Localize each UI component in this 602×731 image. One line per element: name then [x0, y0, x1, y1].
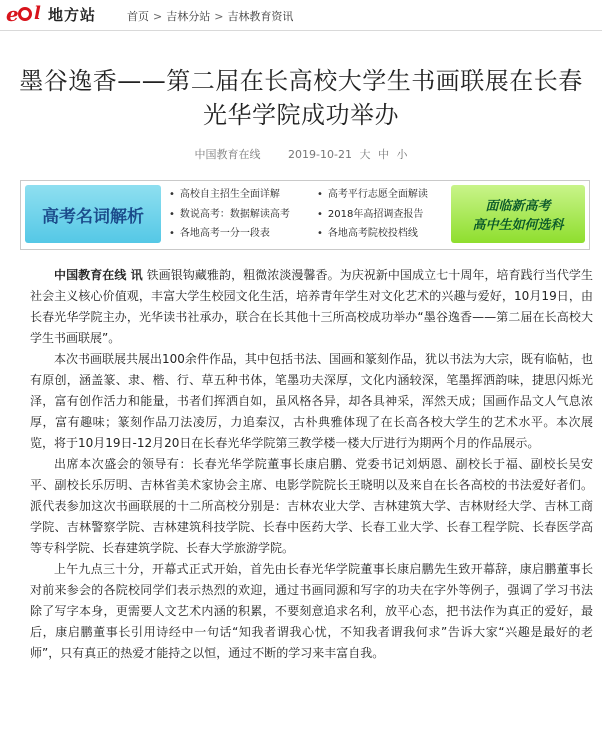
banner-links-col2: [317, 185, 428, 244]
banner-left-label: 高考名词解析: [42, 207, 144, 227]
banner-left-button[interactable]: [25, 185, 161, 243]
banner-links-col1: [169, 185, 290, 244]
paragraph: [30, 265, 593, 349]
site-logo[interactable]: [6, 3, 96, 25]
breadcrumb-separator: >: [153, 10, 163, 23]
banner-link[interactable]: • 数说高考：数据解读高考: [169, 205, 290, 225]
banner-link[interactable]: • 高校自主招生全面详解: [169, 185, 290, 205]
banner-link[interactable]: • 各地高考院校投档线: [317, 224, 428, 244]
banner-link[interactable]: • 各地高考一分一段表: [169, 224, 290, 244]
breadcrumb-jilin-site[interactable]: 吉林分站: [166, 10, 211, 23]
breadcrumb-jilin-news[interactable]: 吉林教育资讯: [227, 10, 294, 23]
banner-right-line2: 高中生如何选科: [472, 218, 564, 233]
eol-logo-icon: e l: [6, 2, 41, 26]
top-bar: [0, 0, 602, 31]
breadcrumb-separator: >: [214, 10, 224, 23]
paragraph: 上午九点三十分，开幕式正式开始，首先由长春光华学院董事长康启鹏先生致开幕辞，康启鹏董事长对前来参会的各院校同学们表示热烈的欢迎，通过书画同源和写字的功夫在字外等例子，强调了学习书法除了写字本身，更需要人文艺术内涵的积累，不要刻意追求名利，放平心态，把书法作为真正的爱好，最后，康启鹏董事长引用诗经中一句话“知我者谓我心忧，不知我者谓我何求”告诉大家“兴趣是最好的老师”，只有真正的热爱才能持之以恒，通过不断的学习来丰富自我。: [30, 562, 593, 660]
paragraph: 出席本次盛会的领导有：长春光华学院董事长康启鹏、党委书记刘炳恩、副校长于福、副校长吴安平、副校长乐厉明、吉林省美术家协会主席、电影学院院长王晓明以及来自在长各高校的书法爱好者们。派代表参加这次书画联展的十二所高校分别是：吉林农业大学、吉林建筑大学、吉林财经大学、吉林工商学院、吉林警察学院、吉林建筑科技学院、长春中医药大学、长春工业大学、长春工程学院、长春医学高等专科学院、长春建筑学院、长春大学旅游学院。: [30, 457, 593, 555]
breadcrumb-home[interactable]: 首页: [127, 10, 149, 23]
logo-text: 地方站: [48, 5, 97, 24]
font-size-small[interactable]: 小: [396, 148, 408, 161]
article-meta: [0, 146, 602, 162]
article-source: 中国教育在线: [194, 148, 261, 161]
paragraph-text: 铁画银钩藏雅韵，粗微浓淡漫馨香。为庆祝新中国成立七十周年，培育践行当代学生社会主义核心价值观，丰富大学生校园文化生活，培养青年学生对文化艺术的兴趣与爱好，10月19日，由长春光华学院主办，光华读书社承办，联合在长其他十三所高校成功举办“墨谷逸香——第二届在长高校大学生书画联展”。: [30, 268, 593, 345]
breadcrumb: [127, 8, 293, 24]
article-title: 墨谷逸香——第二届在长高校大学生书画联展在长春光华学院成功举办: [19, 67, 583, 129]
font-size-large[interactable]: 大: [359, 148, 371, 161]
article-body: [30, 265, 593, 664]
paragraph: 本次书画联展共展出100余件作品，其中包括书法、国画和篆刻作品，犹以书法为大宗，既有临帖，也有原创，涵盖篆、隶、楷、行、草五种书体，笔墨功夫深厚，文化内涵较深，笔墨挥洒韵味，捷思闪烁光泽，富有创作活力和能量，书者们挥洒自如，虽风格各异，却各具神采，浑然天成；国画作品文人气息浓厚，富有趣味；篆刻作品刀法凌厉，力追秦汉，古朴典雅体现了在长高各校大学生的艺术水平。本次展览，将于10月19日-12月20日在长春光华学院第三教学楼一楼大厅进行为期两个月的作品展示。: [30, 352, 593, 450]
gaokao-banner: [20, 180, 590, 250]
banner-right-button[interactable]: [451, 185, 585, 243]
banner-right-line1: 面临新高考: [485, 199, 551, 214]
article-lead: 中国教育在线 讯: [54, 268, 143, 282]
banner-link[interactable]: • 高考平行志愿全面解读: [317, 185, 428, 205]
article-date: 2019-10-21: [288, 148, 352, 161]
banner-link[interactable]: • 2018年高招调查报告: [317, 205, 428, 225]
font-size-medium[interactable]: 中: [377, 148, 389, 161]
